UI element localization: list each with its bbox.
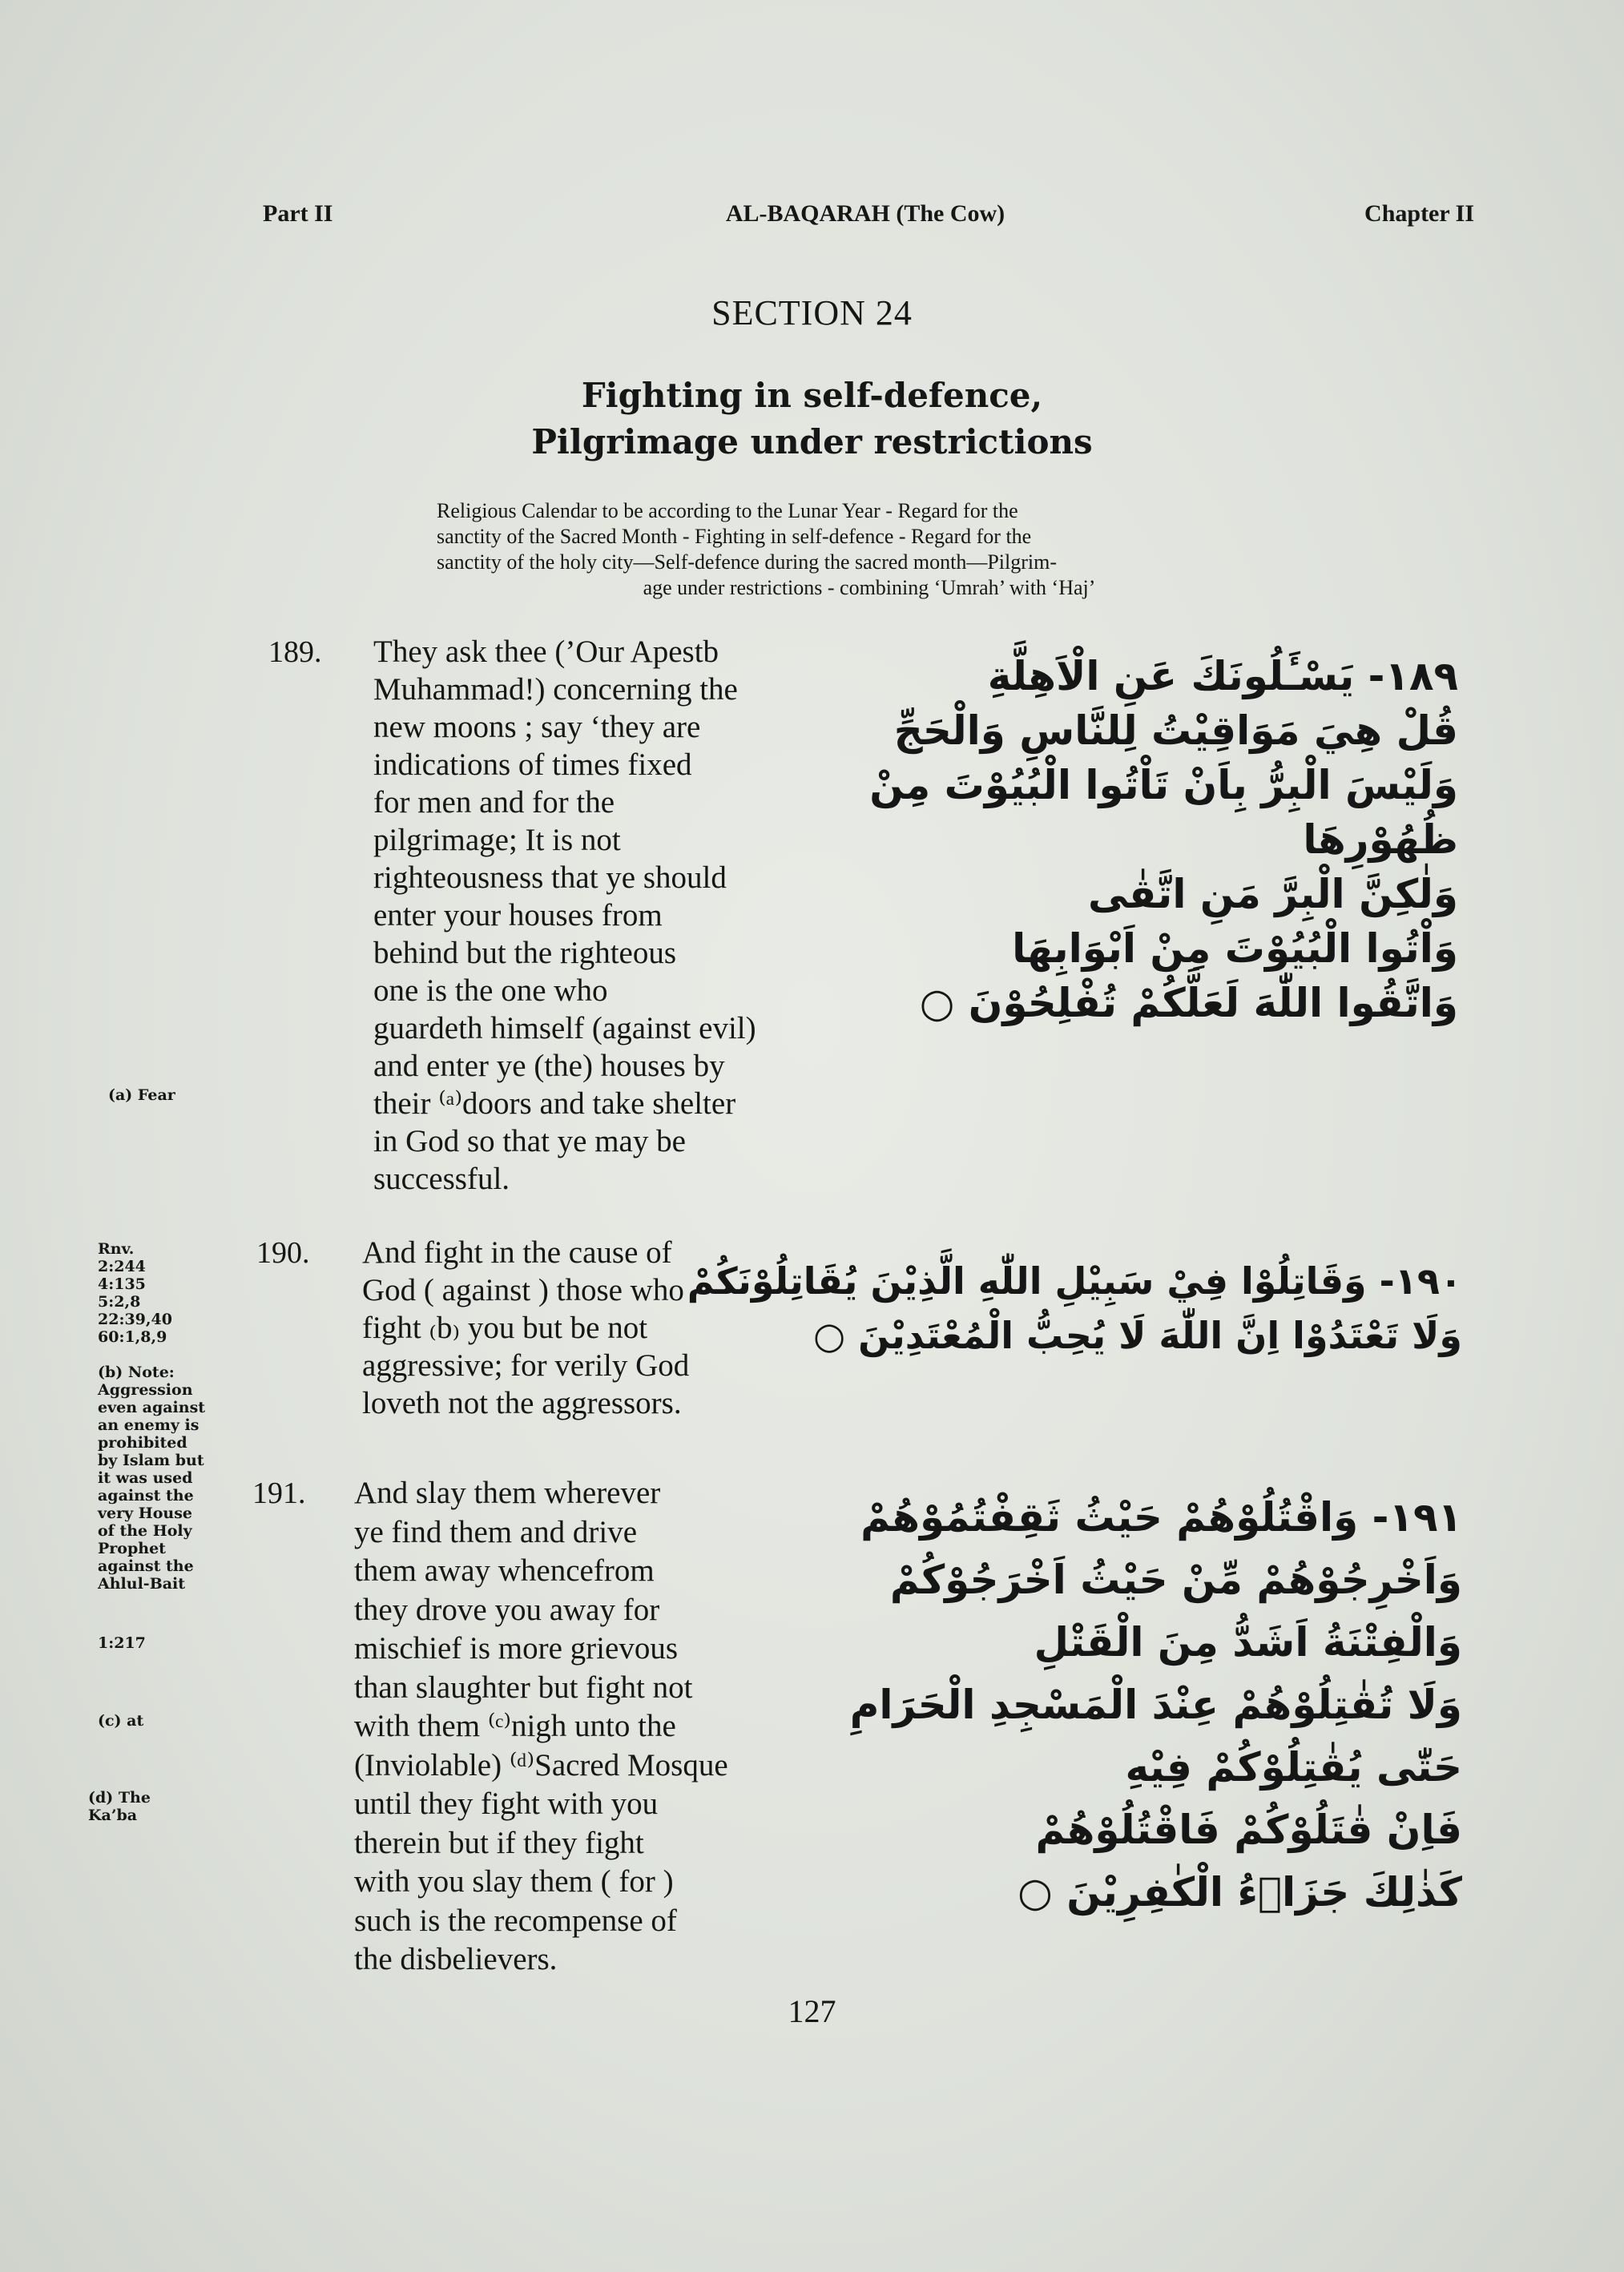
summary-line: sanctity of the holy city—Self-defence during the sacred month—Pilgrim- — [437, 550, 1058, 574]
margin-line: even against — [98, 1399, 206, 1416]
summary-line: age under restrictions - combining ‘Umrah’ with ‘Haj’ — [643, 576, 1096, 599]
verse-line: guardeth himself (against evil) — [373, 1011, 756, 1045]
margin-note-fear — [108, 1086, 244, 1104]
margin-line: 4:135 — [98, 1275, 146, 1293]
margin-line: 22:39,40 — [98, 1311, 172, 1328]
verse-english — [373, 633, 862, 1198]
arabic-line: وَلَا تُقٰتِلُوْهُمْ عِنْدَ الْمَسْجِدِ الْحَرَامِ — [849, 1682, 1462, 1728]
margin-line: Ahlul-Bait — [98, 1575, 186, 1593]
arabic-line: ۱۸۹- يَسْـَٔلُونَكَ عَنِ الْاَهِلَّةِ — [987, 653, 1458, 699]
margin-line: 2:244 — [98, 1258, 146, 1275]
margin-line: an enemy is — [98, 1416, 199, 1434]
verse-line: the disbelievers. — [354, 1942, 558, 1976]
header-part: Part II — [263, 200, 333, 227]
verse-line: And slay them wherever — [354, 1476, 661, 1510]
arabic-line: حَتّٰى يُقٰتِلُوْكُمْ فِيْهِ — [1125, 1744, 1462, 1791]
arabic-line: وَاْتُوا الْبُيُوْتَ مِنْ اَبْوَابِهَا — [1012, 925, 1458, 972]
verse-number: 189. — [268, 635, 322, 669]
arabic-line: كَذٰلِكَ جَزَاۤءُ الْكٰفِرِيْنَ ○ — [1018, 1869, 1462, 1915]
arabic-line: ۱۹۰- وَقَاتِلُوْا فِيْ سَبِيْلِ اللّٰهِ الَّذِيْنَ يُقَاتِلُوْنَكُمْ — [687, 1259, 1462, 1303]
section-summary — [437, 498, 1302, 601]
arabic-line: وَاتَّقُوا اللّٰهَ لَعَلَّكُمْ تُفْلِحُوْنَ ○ — [919, 980, 1458, 1026]
verse-line: And fight in the cause of — [362, 1235, 672, 1270]
margin-line: against the — [98, 1557, 194, 1575]
verse-arabic — [869, 649, 1458, 1030]
verse-line: aggressive; for verily God — [362, 1348, 690, 1383]
arabic-line: وَلٰكِنَّ الْبِرَّ مَنِ اتَّقٰى — [1087, 871, 1458, 917]
verse-line: fight ₍b₎ you but be not — [362, 1311, 648, 1345]
verse-line: with them ⁽ᶜ⁾nigh unto the — [354, 1709, 676, 1743]
verse-english — [354, 1474, 859, 1980]
verse-line: until they fight with you — [354, 1787, 659, 1821]
verse-line: new moons ; say ‘they are — [373, 710, 701, 744]
verse-line: they drove you away for — [354, 1592, 660, 1627]
margin-line: Aggression — [98, 1381, 193, 1399]
summary-line: sanctity of the Sacred Month - Fighting in self-defence - Regard for the — [437, 525, 1032, 548]
verse-line: therein but if they fight — [354, 1825, 644, 1860]
verse-line: righteousness that ye should — [373, 860, 727, 895]
margin-note-at — [98, 1712, 234, 1730]
arabic-line: وَلَا تَعْتَدُوْا اِنَّ اللّٰهَ لَا يُحِبُّ الْمُعْتَدِيْنَ ○ — [812, 1314, 1462, 1357]
margin-line: (c) at — [98, 1712, 144, 1730]
margin-note-kaba — [88, 1789, 224, 1824]
margin-line: Ka’ba — [88, 1807, 138, 1824]
verse-line: and enter ye (the) houses by — [373, 1049, 725, 1083]
running-header — [256, 200, 1474, 240]
margin-note-ref-1217 — [98, 1634, 234, 1652]
verse-line: successful. — [373, 1162, 510, 1196]
verse-line: loveth not the aggressors. — [362, 1386, 682, 1420]
verse-line: for men and for the — [373, 785, 615, 820]
section-heading — [0, 373, 1624, 465]
verse-line: them away whencefrom — [354, 1553, 655, 1588]
verse-line: ye find them and drive — [354, 1514, 638, 1549]
margin-line: against the — [98, 1487, 194, 1505]
arabic-line: قُلْ هِيَ مَوَاقِيْتُ لِلنَّاسِ وَالْحَجِّ — [893, 707, 1458, 754]
margin-note-references — [98, 1240, 234, 1346]
margin-line: Rnv. — [98, 1240, 135, 1258]
margin-line: (b) Note: — [98, 1364, 175, 1381]
verse-line: pilgrimage; It is not — [373, 823, 621, 857]
arabic-line: وَالْفِتْنَةُ اَشَدُّ مِنَ الْقَتْلِ — [1034, 1619, 1462, 1666]
verse-line: mischief is more grievous — [354, 1631, 678, 1666]
arabic-line: ۱۹۱- وَاقْتُلُوْهُمْ حَيْثُ ثَقِفْتُمُوْهُمْ — [860, 1494, 1462, 1541]
verse-line: They ask thee (’Our Apestb — [373, 634, 719, 669]
verse-line: in God so that ye may be — [373, 1124, 686, 1158]
arabic-line: وَاَخْرِجُوْهُمْ مِّنْ حَيْثُ اَخْرَجُوْكُمْ — [889, 1557, 1462, 1603]
verse-line: God ( against ) those who — [362, 1273, 684, 1307]
verse-arabic — [849, 1486, 1462, 1924]
verse-line: one is the one who — [373, 973, 608, 1008]
margin-line: Prophet — [98, 1540, 166, 1557]
margin-line: (d) The — [88, 1789, 151, 1807]
margin-line: by Islam but — [98, 1452, 204, 1469]
verse-number: 191. — [252, 1476, 306, 1510]
margin-line: it was used — [98, 1469, 193, 1487]
page-number: 127 — [788, 1993, 836, 2029]
verse-arabic — [687, 1254, 1462, 1363]
verse-line: (Inviolable) ⁽ᵈ⁾Sacred Mosque — [354, 1747, 728, 1783]
margin-line: 60:1,8,9 — [98, 1328, 167, 1346]
arabic-line: وَلَيْسَ الْبِرُّ بِاَنْ تَاْتُوا الْبُيُوْتَ مِنْ — [869, 762, 1458, 808]
heading-line: Pilgrimage under restrictions — [531, 422, 1093, 461]
verse-number: 190. — [256, 1236, 310, 1270]
section-title: SECTION 24 — [711, 293, 913, 332]
margin-note-aggression — [98, 1364, 234, 1593]
margin-line: prohibited — [98, 1434, 187, 1452]
verse-line: enter your houses from — [373, 898, 663, 933]
margin-line: of the Holy — [98, 1522, 192, 1540]
verse-line: with you slay them ( for ) — [354, 1864, 674, 1899]
verse-line: than slaughter but fight not — [354, 1670, 693, 1705]
margin-line: very House — [98, 1505, 193, 1522]
verse-line: Muhammad!) concerning the — [373, 672, 738, 707]
verse-line: such is the recompense of — [354, 1903, 677, 1938]
arabic-line: ظُهُوْرِهَا — [1303, 816, 1458, 863]
margin-line: 5:2,8 — [98, 1293, 141, 1311]
verse-line: behind but the righteous — [373, 936, 677, 970]
margin-line: (a) Fear — [108, 1086, 175, 1104]
summary-line: Religious Calendar to be according to the Lunar Year - Regard for the — [437, 499, 1018, 522]
arabic-line: فَاِنْ قٰتَلُوْكُمْ فَاقْتُلُوْهُمْ — [1035, 1807, 1462, 1853]
header-chapter: Chapter II — [1364, 200, 1474, 227]
verse-line: their ⁽ᵃ⁾doors and take shelter — [373, 1086, 736, 1121]
header-surah: AL-BAQARAH (The Cow) — [725, 200, 1005, 227]
heading-line: Fighting in self-defence, — [581, 376, 1043, 415]
verse-line: indications of times fixed — [373, 747, 692, 782]
margin-line: 1:217 — [98, 1634, 146, 1652]
